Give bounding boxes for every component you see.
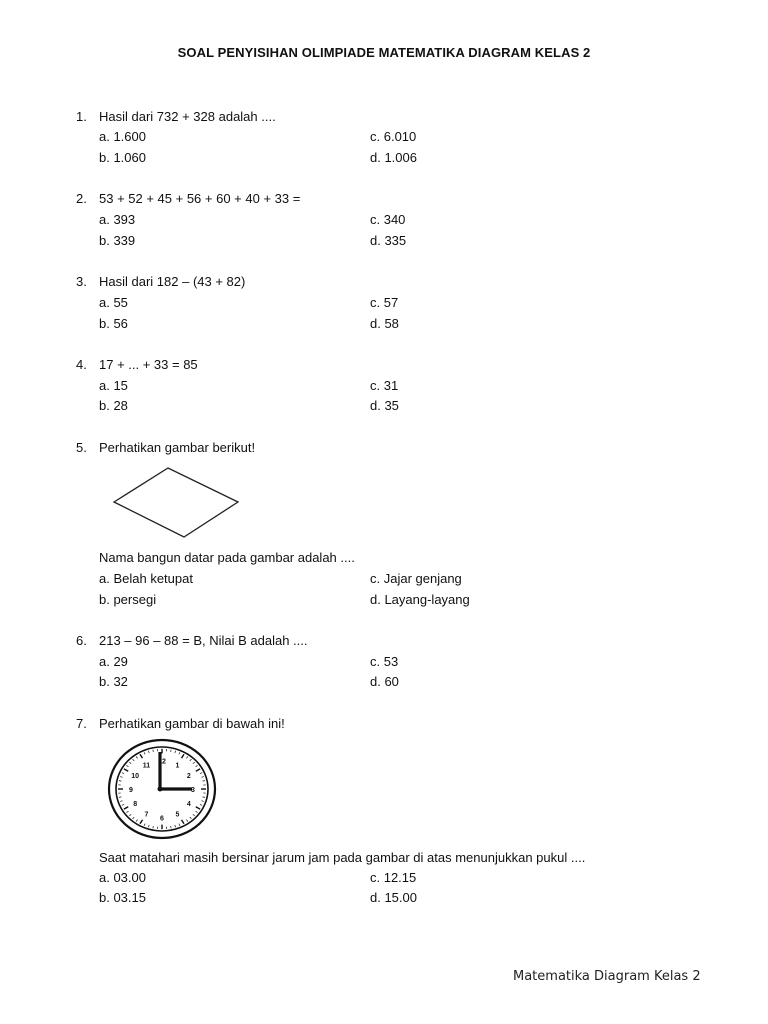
option-b: b. 28 [99,398,128,413]
option-b: b. 1.060 [99,150,146,165]
rhombus-figure [106,460,248,542]
clock-center [158,787,163,792]
question-number: 6. [76,633,87,648]
option-a: a. 393 [99,212,136,227]
question-text: Perhatikan gambar di bawah ini! [99,716,285,731]
option-b: b. 56 [99,316,128,331]
clock-number: 1 [175,762,180,770]
option-d: d. 15.00 [370,890,417,905]
option-c: c. Jajar genjang [370,571,462,586]
option-c: c. 57 [370,295,399,310]
clock-number: 4 [186,801,191,809]
option-c: c. 31 [370,378,399,393]
option-b: b. 32 [99,674,128,689]
question-number: 3. [76,274,87,289]
clock-number: 5 [175,811,180,819]
clock-number: 9 [129,787,133,794]
clock-face [109,740,215,838]
option-c: c. 340 [370,212,406,227]
question-text-followup: Saat matahari masih bersinar jarum jam pada gambar di atas menunjukkan pukul .... [99,850,586,865]
question-number: 5. [76,440,87,455]
clock-number: 11 [142,762,151,770]
question-text-followup: Nama bangun datar pada gambar adalah .... [99,550,355,565]
question-number: 7. [76,716,87,731]
clock-number: 3 [191,787,195,794]
clock-number: 7 [144,811,149,819]
page-title: SOAL PENYISIHAN OLIMPIADE MATEMATIKA DIAGRAM KELAS 2 [177,45,591,60]
option-c: c. 6.010 [370,129,417,144]
question-number: 4. [76,357,87,372]
option-d: d. 35 [370,398,399,413]
option-a: a. 29 [99,654,128,669]
page-footer: Matematika Diagram Kelas 2 [513,969,701,984]
option-d: d. 60 [370,674,399,689]
clock-figure [106,738,218,842]
option-a: a. 1.600 [99,129,146,144]
option-a: a. 15 [99,378,128,393]
option-b: b. 03.15 [99,890,146,905]
clock-number: 6 [160,815,164,823]
question-text: 213 – 96 – 88 = B, Nilai B adalah .... [99,633,308,648]
option-b: b. 339 [99,233,136,248]
option-a: a. 55 [99,295,128,310]
question-text: 17 + ... + 33 = 85 [99,357,198,372]
question-text: Hasil dari 182 – (43 + 82) [99,274,246,289]
option-c: c. 12.15 [370,870,417,885]
question-text: Perhatikan gambar berikut! [99,440,256,455]
option-a: a. 03.00 [99,870,146,885]
question-number: 1. [76,109,87,124]
clock-number: 12 [158,758,166,766]
clock-number: 10 [131,772,140,780]
option-d: d. Layang-layang [370,592,470,607]
question-number: 2. [76,191,87,206]
question-text: Hasil dari 732 + 328 adalah .... [99,109,276,124]
option-d: d. 58 [370,316,399,331]
clock-number: 8 [133,801,138,809]
option-c: c. 53 [370,654,399,669]
option-b: b. persegi [99,592,157,607]
option-a: a. Belah ketupat [99,571,193,586]
clock-number: 2 [186,772,191,780]
option-d: d. 335 [370,233,407,248]
question-text: 53 + 52 + 45 + 56 + 60 + 40 + 33 = [99,191,301,206]
option-d: d. 1.006 [370,150,417,165]
